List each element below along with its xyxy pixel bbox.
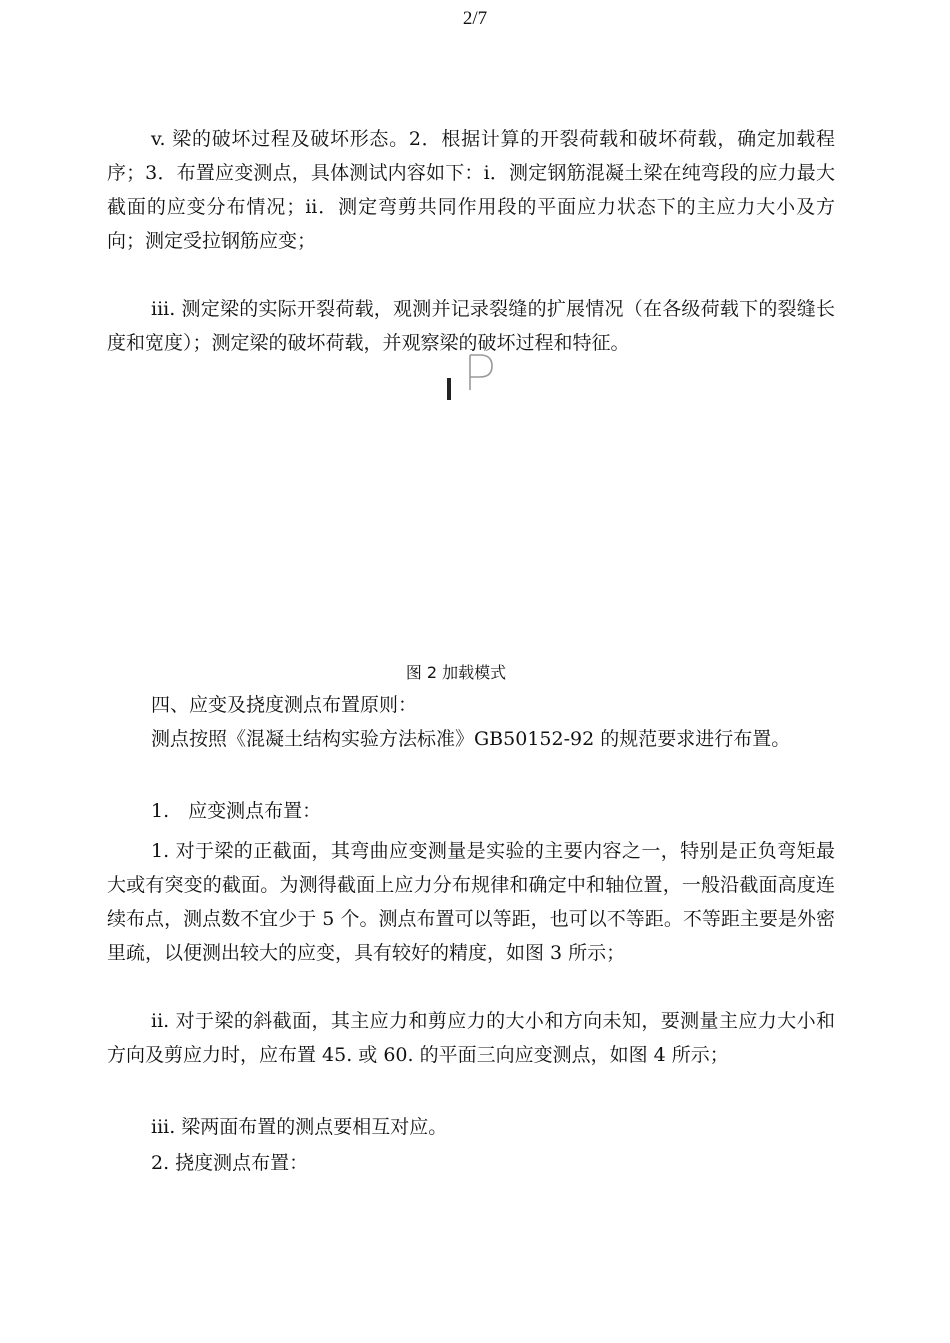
body-paragraph-5: iii. 梁两面布置的测点要相互对应。	[151, 1116, 448, 1138]
body-paragraph-6: 2. 挠度测点布置：	[151, 1152, 309, 1174]
paragraph-2: iii. 测定梁的实际开裂荷载，观测并记录裂缝的扩展情况（在各级荷载下的裂缝长度和宽度）；测定梁的破坏荷载，并观察梁的破坏过程和特征。	[107, 298, 835, 354]
loading-figure	[440, 350, 500, 405]
figure-caption: 图 2 加载模式	[405, 663, 507, 682]
body-paragraph-1: 测点按照《混凝土结构实验方法标准》GB50152-92 的规范要求进行布置。	[151, 728, 791, 750]
page-number: 2/7	[462, 8, 488, 29]
body-paragraph-4: ii. 对于梁的斜截面，其主应力和剪应力的大小和方向未知，要测量主应力大小和方向及剪应力时，应布置 45. 或 60. 的平面三向应变测点，如图 4 所示；	[107, 1010, 835, 1066]
paragraph-1: v. 梁的破坏过程及破坏形态。2．根据计算的开裂荷载和破坏荷载，确定加载程序；3．布置应变测点，具体测试内容如下：i．测定钢筋混凝土梁在纯弯段的应力最大截面的应变分布情况；ii．测定弯剪共同作用段的平面应力状态下的主应力大小及方向；测定受拉钢筋应变；	[107, 128, 835, 252]
body-paragraph-2: 1. 应变测点布置：	[151, 800, 322, 822]
figure-bar	[447, 378, 451, 400]
figure-p-shape	[470, 355, 492, 390]
body-paragraph-3: 1. 对于梁的正截面，其弯曲应变测量是实验的主要内容之一，特别是正负弯矩最大或有突变的截面。为测得截面上应力分布规律和确定中和轴位置，一般沿截面高度连续布点，测点数不宜少于 5 个。测点布置可以等距，也可以不等距。不等距主要是外密里疏，以便测出较大的应变，具有较好的精度，如图 3 所示；	[107, 840, 835, 964]
section-heading: 四、应变及挠度测点布置原则：	[151, 694, 418, 716]
